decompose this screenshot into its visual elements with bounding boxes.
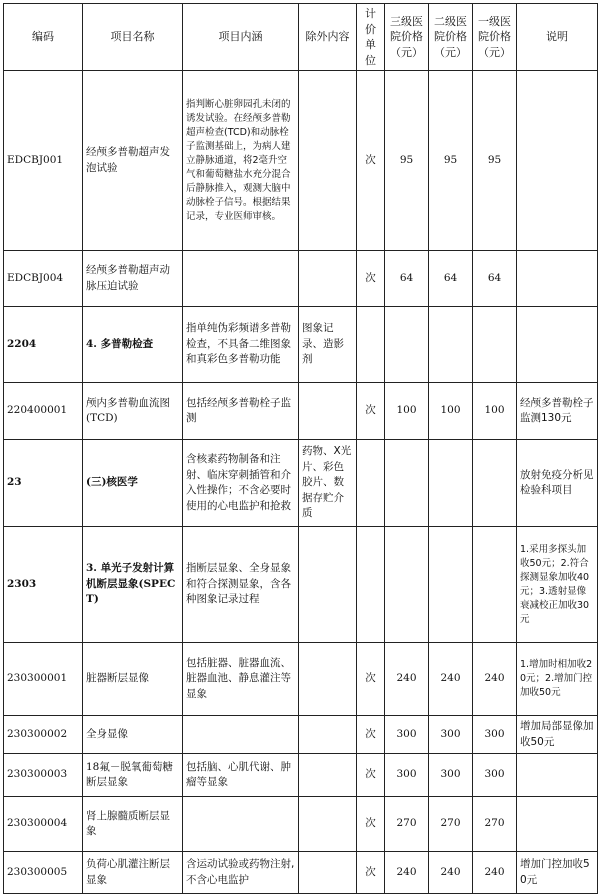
cell-price-level3: 300 xyxy=(385,716,429,754)
cell-code: EDCBJ004 xyxy=(4,251,83,307)
cell-name: 脏器断层显像 xyxy=(83,643,183,716)
cell-exclude xyxy=(299,383,357,440)
cell-note: 放射免疫分析见检验科项目 xyxy=(517,440,598,527)
cell-exclude xyxy=(299,716,357,754)
table-row xyxy=(4,852,598,894)
table-row xyxy=(4,440,598,527)
cell-code: 230300003 xyxy=(4,754,83,797)
cell-exclude xyxy=(299,643,357,716)
cell-name: 经颅多普勒超声动脉压迫试验 xyxy=(83,251,183,307)
cell-code: 230300002 xyxy=(4,716,83,754)
cell-note: 1.增加时相加收20元；2.增加门控加收50元 xyxy=(517,643,598,716)
cell-price-level3: 300 xyxy=(385,754,429,797)
cell-name: 颅内多普勒血流图(TCD) xyxy=(83,383,183,440)
cell-note xyxy=(517,71,598,251)
cell-name: (三)核医学 xyxy=(83,440,183,527)
table-row xyxy=(4,527,598,643)
cell-note xyxy=(517,797,598,852)
table-row xyxy=(4,754,598,797)
cell-name: 经颅多普勒超声发泡试验 xyxy=(83,71,183,251)
cell-price-level1: 95 xyxy=(473,71,517,251)
cell-exclude xyxy=(299,754,357,797)
cell-content xyxy=(183,716,299,754)
cell-price-level2: 100 xyxy=(429,383,473,440)
cell-price-level1: 64 xyxy=(473,251,517,307)
cell-content: 包括经颅多普勒栓子监测 xyxy=(183,383,299,440)
cell-price-level1 xyxy=(473,527,517,643)
cell-note: 增加门控加收50元 xyxy=(517,852,598,894)
cell-note xyxy=(517,251,598,307)
cell-note xyxy=(517,307,598,383)
cell-content: 包括脏器、脏器血流、脏器血池、静息灌注等显象 xyxy=(183,643,299,716)
cell-content xyxy=(183,251,299,307)
cell-code: 23 xyxy=(4,440,83,527)
cell-unit: 次 xyxy=(357,797,385,852)
cell-price-level2: 240 xyxy=(429,643,473,716)
cell-price-level2: 300 xyxy=(429,716,473,754)
cell-unit: 次 xyxy=(357,643,385,716)
header-price-level3: 三级医院价格（元） xyxy=(385,4,429,71)
cell-content: 指单纯伪彩频谱多普勒检查，不具备二维图象和真彩色多普勒功能 xyxy=(183,307,299,383)
cell-price-level1 xyxy=(473,307,517,383)
table-row xyxy=(4,383,598,440)
cell-exclude xyxy=(299,71,357,251)
cell-unit: 次 xyxy=(357,251,385,307)
header-exclude: 除外内容 xyxy=(299,4,357,71)
cell-price-level3: 100 xyxy=(385,383,429,440)
header-unit: 计价单位 xyxy=(357,4,385,71)
cell-name: 4. 多普勒检查 xyxy=(83,307,183,383)
cell-price-level1: 240 xyxy=(473,852,517,894)
cell-price-level1 xyxy=(473,440,517,527)
header-note: 说明 xyxy=(517,4,598,71)
cell-price-level1: 300 xyxy=(473,754,517,797)
cell-code: EDCBJ001 xyxy=(4,71,83,251)
cell-exclude xyxy=(299,852,357,894)
cell-price-level2 xyxy=(429,440,473,527)
cell-price-level2 xyxy=(429,307,473,383)
header-name: 项目名称 xyxy=(83,4,183,71)
cell-note xyxy=(517,754,598,797)
cell-price-level1: 100 xyxy=(473,383,517,440)
cell-price-level3: 95 xyxy=(385,71,429,251)
cell-exclude xyxy=(299,527,357,643)
cell-note: 经颅多普勒栓子监测130元 xyxy=(517,383,598,440)
cell-unit: 次 xyxy=(357,852,385,894)
cell-exclude xyxy=(299,251,357,307)
cell-content: 含核素药物制备和注射、临床穿刺插管和介入性操作；不含必要时使用的心电监护和抢救 xyxy=(183,440,299,527)
cell-code: 2204 xyxy=(4,307,83,383)
cell-note: 1.采用多探头加收50元；2.符合探测显象加收40元；3.透射显像衰减校正加收30元 xyxy=(517,527,598,643)
cell-price-level3 xyxy=(385,527,429,643)
cell-price-level2: 95 xyxy=(429,71,473,251)
cell-exclude: 图象记录、造影剂 xyxy=(299,307,357,383)
cell-name: 负荷心肌灌注断层显象 xyxy=(83,852,183,894)
cell-price-level1: 270 xyxy=(473,797,517,852)
cell-price-level3: 64 xyxy=(385,251,429,307)
cell-code: 2303 xyxy=(4,527,83,643)
table-row xyxy=(4,307,598,383)
cell-unit: 次 xyxy=(357,383,385,440)
cell-name: 肾上腺髓质断层显象 xyxy=(83,797,183,852)
header-price-level2: 二级医院价格（元） xyxy=(429,4,473,71)
cell-price-level3: 270 xyxy=(385,797,429,852)
cell-unit: 次 xyxy=(357,754,385,797)
cell-price-level2: 270 xyxy=(429,797,473,852)
cell-name: 3. 单光子发射计算机断层显象(SPECT) xyxy=(83,527,183,643)
header-price-level1: 一级医院价格（元） xyxy=(473,4,517,71)
cell-name: 全身显像 xyxy=(83,716,183,754)
cell-code: 230300004 xyxy=(4,797,83,852)
cell-unit: 次 xyxy=(357,716,385,754)
table-row xyxy=(4,716,598,754)
cell-price-level3: 240 xyxy=(385,852,429,894)
cell-content: 指判断心脏卵园孔未闭的诱发试验。在经颅多普勒超声检查(TCD)和动脉栓子监测基础上，为病人建立静脉通道，将2毫升空气和葡萄糖盐水充分混合后静脉推入，观测大脑中动脉栓子信号。根据结果记录，专业医师审核。 xyxy=(183,71,299,251)
cell-content: 含运动试验或药物注射,不含心电监护 xyxy=(183,852,299,894)
cell-exclude: 药物、X光片、彩色胶片、数据存贮介质 xyxy=(299,440,357,527)
cell-price-level1: 300 xyxy=(473,716,517,754)
cell-note: 增加局部显像加收50元 xyxy=(517,716,598,754)
header-content: 项目内涵 xyxy=(183,4,299,71)
cell-unit xyxy=(357,440,385,527)
table-row xyxy=(4,643,598,716)
cell-unit xyxy=(357,307,385,383)
cell-unit xyxy=(357,527,385,643)
cell-price-level2: 240 xyxy=(429,852,473,894)
table-row xyxy=(4,71,598,251)
price-table xyxy=(3,3,598,894)
cell-price-level2: 64 xyxy=(429,251,473,307)
table-row xyxy=(4,797,598,852)
cell-unit: 次 xyxy=(357,71,385,251)
header-code: 编码 xyxy=(4,4,83,71)
cell-price-level3 xyxy=(385,307,429,383)
cell-price-level2 xyxy=(429,527,473,643)
header-row xyxy=(4,4,598,71)
cell-code: 230300005 xyxy=(4,852,83,894)
cell-content xyxy=(183,797,299,852)
table-row xyxy=(4,251,598,307)
cell-price-level2: 300 xyxy=(429,754,473,797)
cell-code: 220400001 xyxy=(4,383,83,440)
cell-price-level3 xyxy=(385,440,429,527)
cell-content: 指断层显象、全身显象和符合探测显象，含各种图象记录过程 xyxy=(183,527,299,643)
cell-exclude xyxy=(299,797,357,852)
cell-name: 18氟－脱氧葡萄糖断层显象 xyxy=(83,754,183,797)
cell-price-level1: 240 xyxy=(473,643,517,716)
cell-content: 包括脑、心肌代谢、肿瘤等显象 xyxy=(183,754,299,797)
cell-code: 230300001 xyxy=(4,643,83,716)
cell-price-level3: 240 xyxy=(385,643,429,716)
